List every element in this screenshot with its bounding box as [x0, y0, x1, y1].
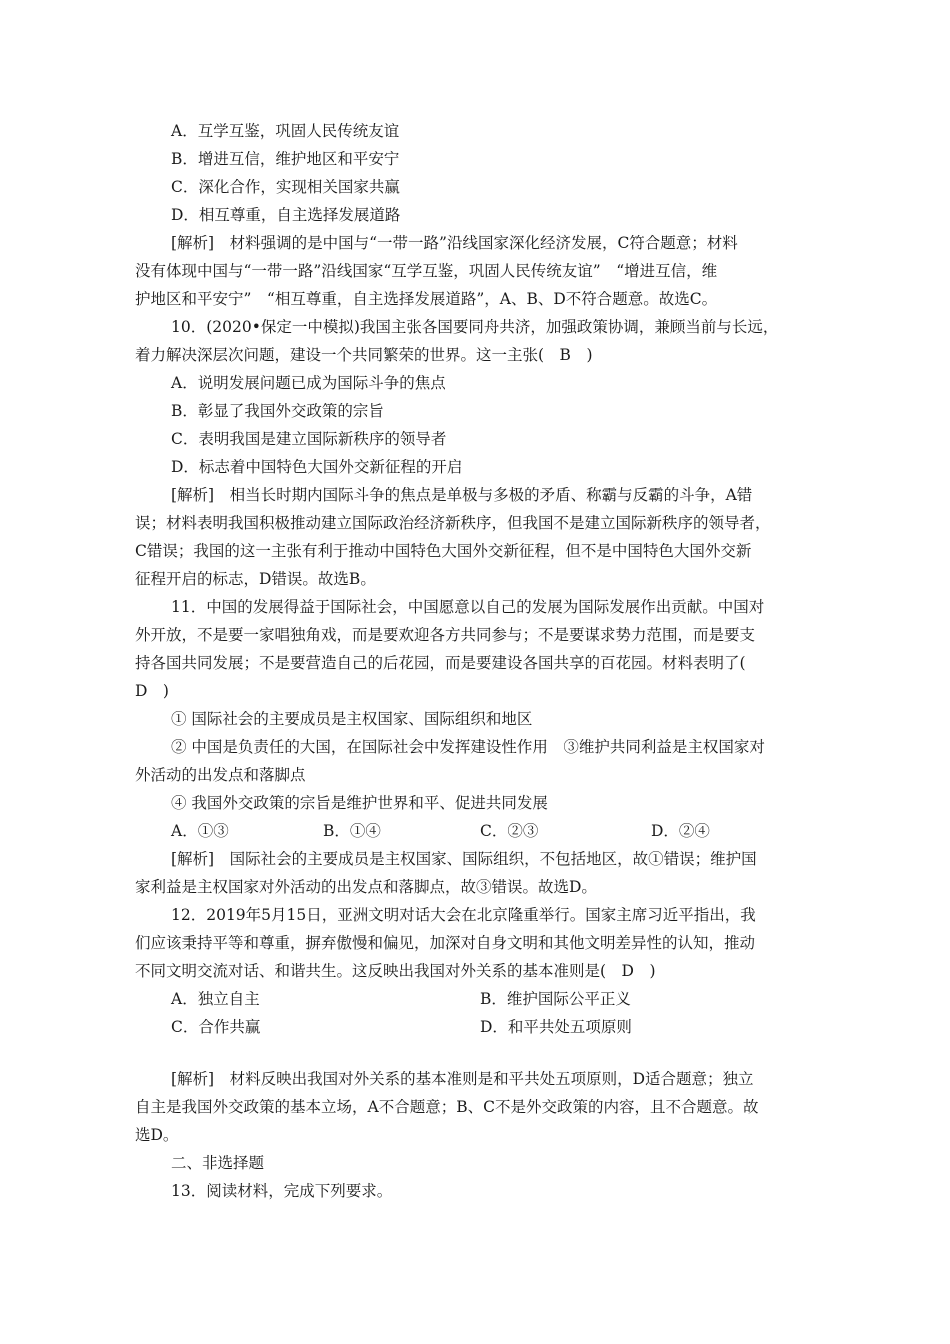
q11-stem-line: 外开放，不是要一家唱独角戏，而是要欢迎各方共同参与；不是要谋求势力范围，而是要支	[135, 626, 756, 644]
q9-option-a: A．互学互鉴，巩固人民传统友谊	[171, 122, 400, 140]
q9-analysis-line: 护地区和平安宁” “相互尊重，自主选择发展道路”，A、B、D不符合题意。故选C。	[135, 290, 718, 308]
q9-option-c: C．深化合作，实现相关国家共赢	[171, 178, 400, 196]
section-heading: 二、非选择题	[171, 1154, 265, 1172]
q11-statement: ② 中国是负责任的大国，在国际社会中发挥建设性作用 ③维护共同利益是主权国家对	[171, 738, 765, 756]
q10-analysis-line: 征程开启的标志，D错误。故选B。	[135, 570, 376, 588]
q10-option-c: C．表明我国是建立国际新秩序的领导者	[171, 430, 447, 448]
q10-stem-line: 10．(2020•保定一中模拟)我国主张各国要同舟共济，加强政策协调，兼顾当前与长远，	[171, 318, 779, 336]
q10-stem-line: 着力解决深层次问题，建设一个共同繁荣的世界。这一主张( B )	[135, 346, 593, 364]
q12-stem-line: 12．2019年5月15日，亚洲文明对话大会在北京隆重举行。国家主席习近平指出，我	[171, 906, 756, 924]
q9-analysis-line: [解析] 材料强调的是中国与“一带一路”沿线国家深化经济发展，C符合题意；材料	[171, 234, 738, 252]
q11-statement: ① 国际社会的主要成员是主权国家、国际组织和地区	[171, 710, 533, 728]
q12-stem-line: 不同文明交流对话、和谐共生。这反映出我国对外关系的基本准则是( D )	[135, 962, 656, 980]
q12-analysis-line: [解析] 材料反映出我国对外关系的基本准则是和平共处五项原则，D适合题意；独立	[171, 1070, 754, 1088]
q11-statement: 外活动的出发点和落脚点	[135, 766, 306, 784]
q12-choice-a: A．独立自主	[171, 990, 260, 1008]
q9-analysis-line: 没有体现中国与“一带一路”沿线国家“互学互鉴，巩固人民传统友谊” “增进互信，维	[135, 262, 718, 280]
q11-stem-line: D )	[135, 682, 169, 700]
q10-option-b: B．彰显了我国外交政策的宗旨	[171, 402, 384, 420]
q9-option-b: B．增进互信，维护地区和平安宁	[171, 150, 400, 168]
q11-statement: ④ 我国外交政策的宗旨是维护世界和平、促进共同发展	[171, 794, 548, 812]
q11-analysis-line: [解析] 国际社会的主要成员是主权国家、国际组织，不包括地区，故①错误；维护国	[171, 850, 757, 868]
q10-analysis-line: C错误；我国的这一主张有利于推动中国特色大国外交新征程，但不是中国特色大国外交新	[135, 542, 752, 560]
q10-analysis-line: [解析] 相当长时期内国际斗争的焦点是单极与多极的矛盾、称霸与反霸的斗争，A错	[171, 486, 753, 504]
q10-analysis-line: 误；材料表明我国积极推动建立国际政治经济新秩序，但我国不是建立国际新秩序的领导者，	[135, 514, 771, 532]
q11-choice-d: D．②④	[651, 822, 710, 840]
q12-analysis-line: 自主是我国外交政策的基本立场，A不合题意；B、C不是外交政策的内容，且不合题意。故	[135, 1098, 759, 1116]
q11-choice-b: B．①④	[323, 822, 381, 840]
q12-stem-line: 们应该秉持平等和尊重，摒弃傲慢和偏见，加深对自身文明和其他文明差异性的认知，推动	[135, 934, 756, 952]
q12-choice-c: C．合作共赢	[171, 1018, 261, 1036]
q11-choice-c: C．②③	[480, 822, 539, 840]
q10-option-a: A．说明发展问题已成为国际斗争的焦点	[171, 374, 446, 392]
q12-choice-b: B．维护国际公平正义	[480, 990, 631, 1008]
q11-stem-line: 持各国共同发展；不是要营造自己的后花园，而是要建设各国共享的百花园。材料表明了(	[135, 654, 746, 672]
q11-analysis-line: 家利益是主权国家对外活动的出发点和落脚点，故③错误。故选D。	[135, 878, 597, 896]
q11-choice-a: A．①③	[171, 822, 229, 840]
q12-choice-d: D．和平共处五项原则	[480, 1018, 632, 1036]
q11-stem-line: 11．中国的发展得益于国际社会，中国愿意以自己的发展为国际发展作出贡献。中国对	[171, 598, 765, 616]
q9-option-d: D．相互尊重，自主选择发展道路	[171, 206, 401, 224]
q12-analysis-line: 选D。	[135, 1126, 179, 1144]
q13-stem: 13．阅读材料，完成下列要求。	[171, 1182, 393, 1200]
q10-option-d: D．标志着中国特色大国外交新征程的开启	[171, 458, 463, 476]
